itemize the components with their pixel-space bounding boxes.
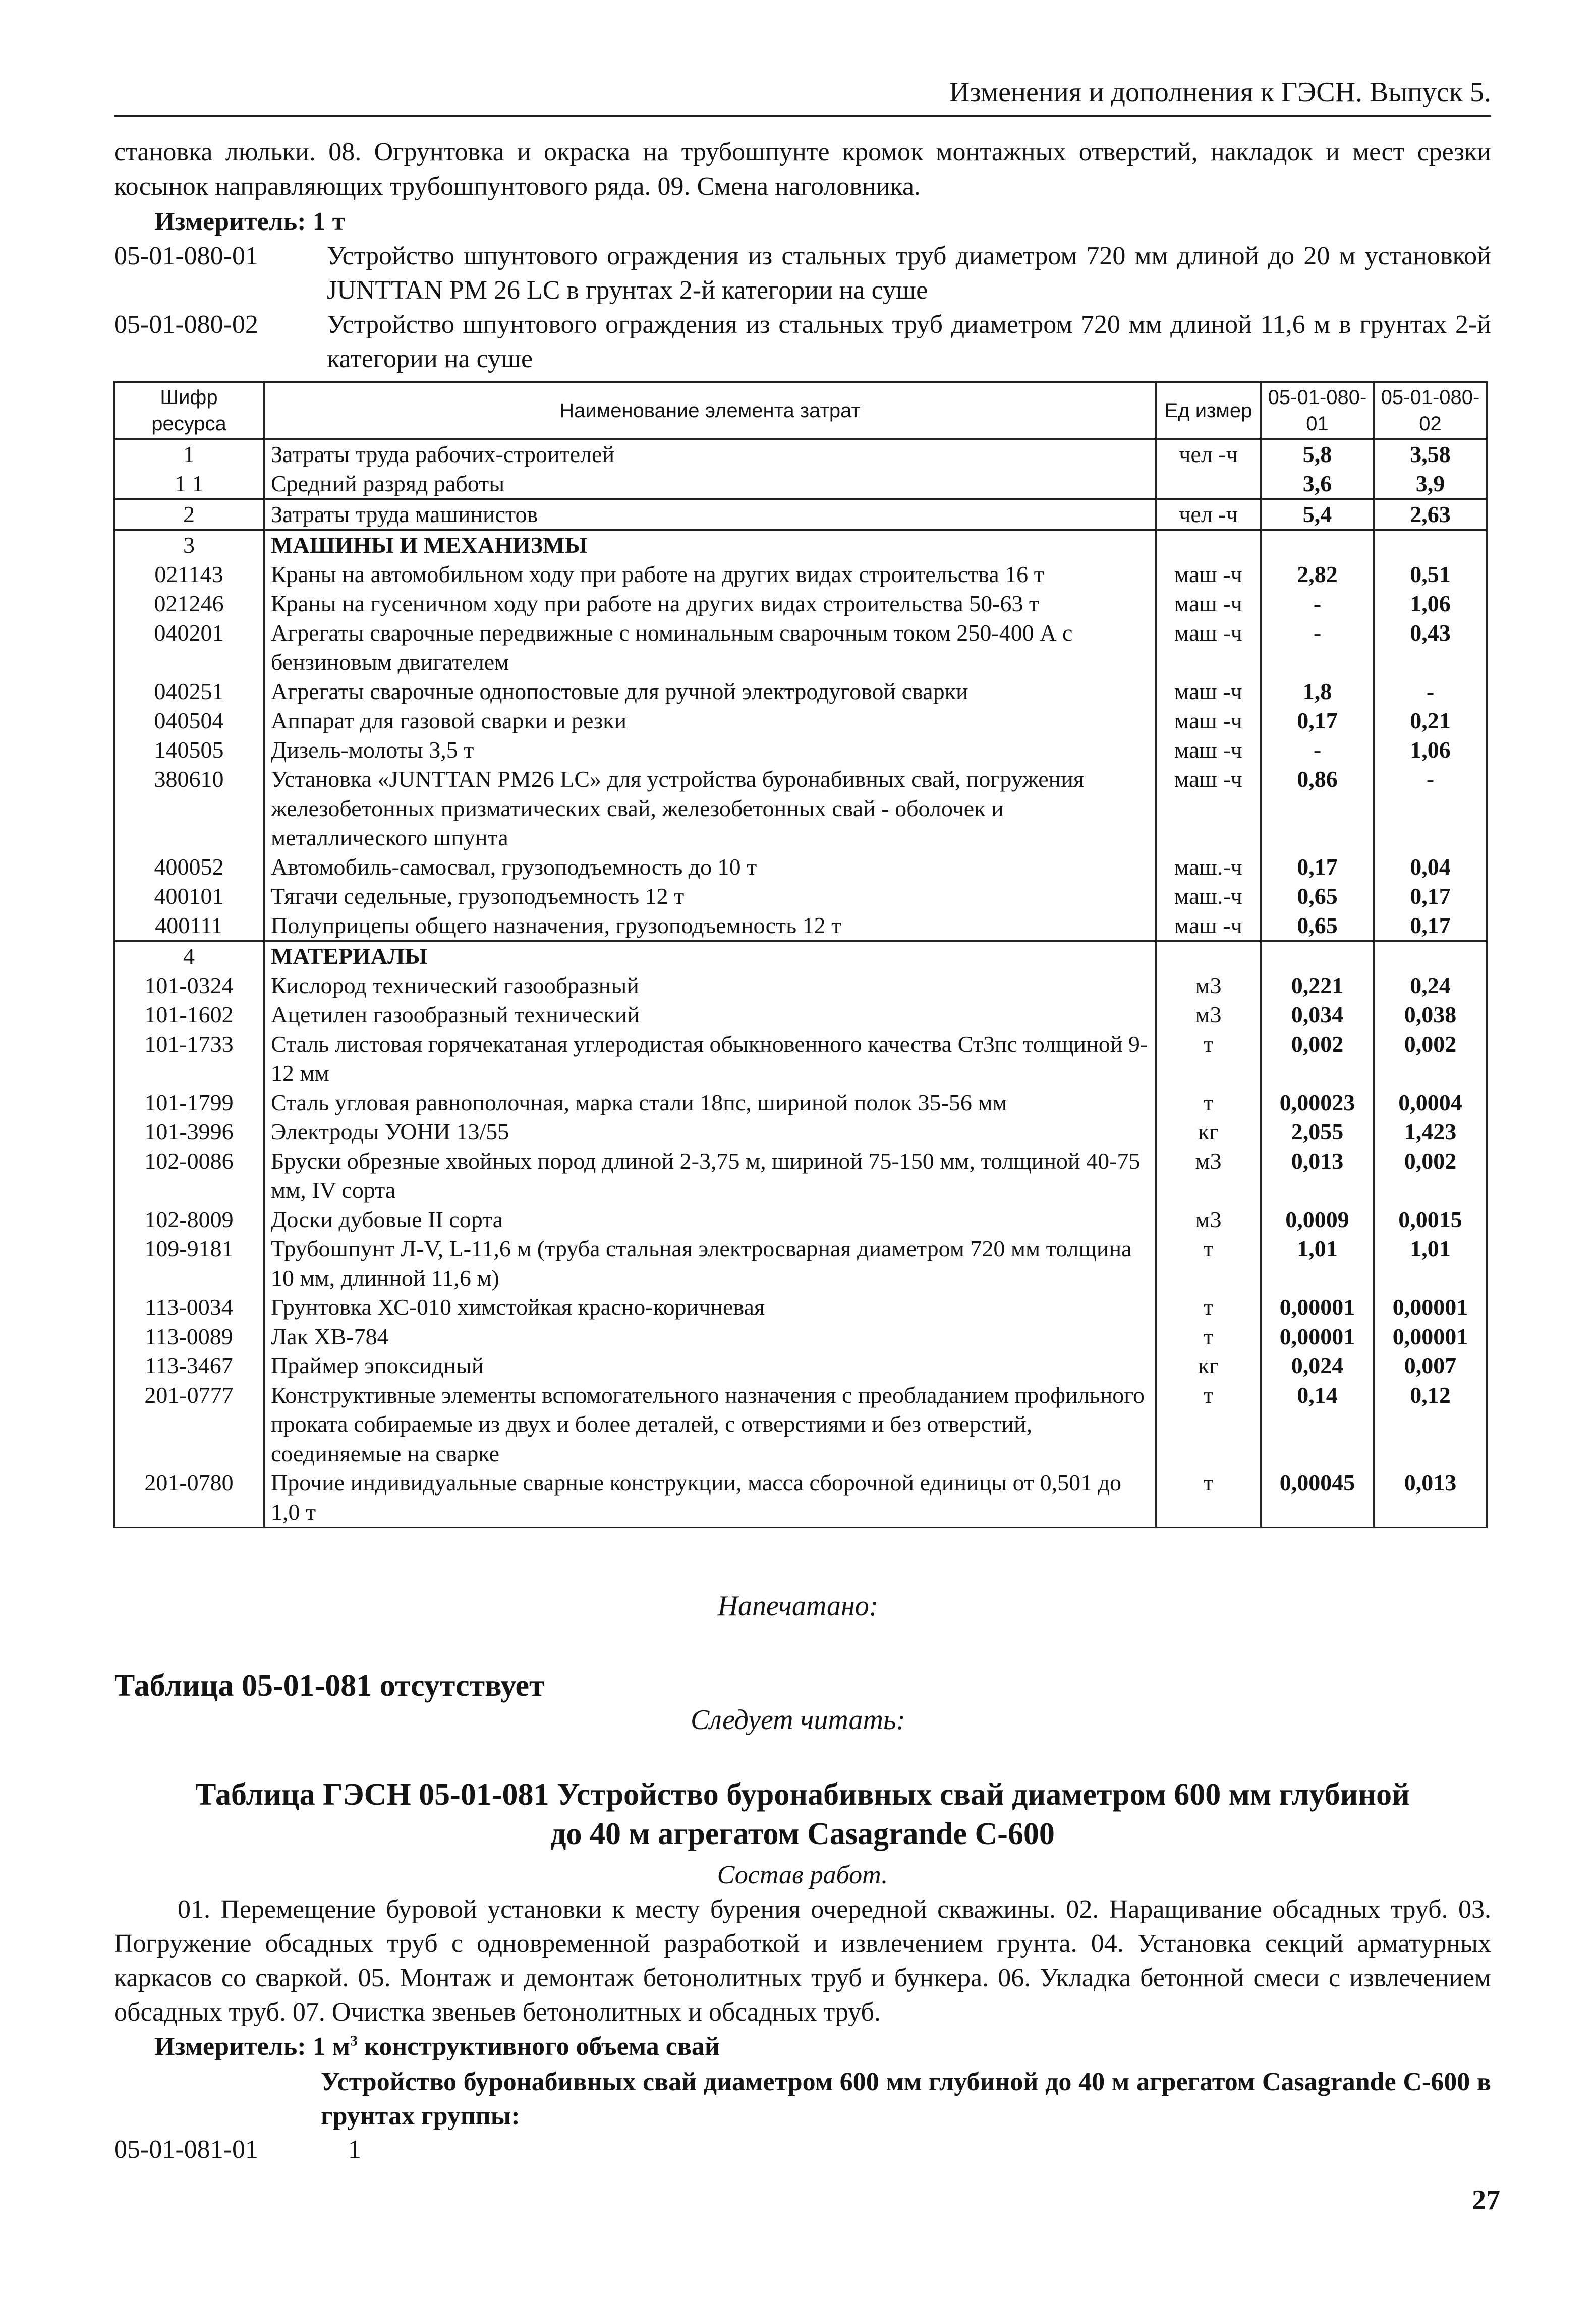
cell-value-1: - (1261, 618, 1374, 677)
cell-code: 1 1 (114, 469, 264, 499)
cell-code: 3 (114, 530, 264, 560)
table-row (114, 1234, 1487, 1293)
cell-unit: т (1156, 1088, 1261, 1117)
new-item-text: 1 (348, 2135, 361, 2164)
cell-unit: маш.-ч (1156, 852, 1261, 882)
cell-value-2 (1374, 941, 1487, 971)
cell-value-2: 0,00001 (1374, 1293, 1487, 1322)
header-col1: 05-01-080-01 (1261, 382, 1374, 439)
meter2-sup: 3 (350, 2032, 358, 2049)
table-row (114, 882, 1487, 911)
table-row (114, 1322, 1487, 1351)
intro-paragraph: становка люльки. 08. Огрунтовка и окраска на трубошпунте кромок монтажных отверстий, накладок и мест срезки косынок направляющих трубошпунтового ряда. 09. Смена наголовника. (114, 138, 1491, 201)
cell-unit: т (1156, 1468, 1261, 1528)
cell-name: МАШИНЫ И МЕХАНИЗМЫ (264, 530, 1156, 560)
table-row (114, 469, 1487, 499)
cell-value-1: 0,034 (1261, 1000, 1374, 1029)
table-row (114, 911, 1487, 941)
table-row (114, 1088, 1487, 1117)
cell-unit: маш -ч (1156, 706, 1261, 735)
cell-unit: маш.-ч (1156, 882, 1261, 911)
header-unit: Ед измер (1156, 382, 1261, 439)
cell-value-2 (1374, 530, 1487, 560)
header-rule (114, 115, 1491, 117)
cell-value-1: 0,00023 (1261, 1088, 1374, 1117)
table-row (114, 560, 1487, 589)
cell-value-1: 0,65 (1261, 882, 1374, 911)
missing-table-note: Таблица 05-01-081 отсутствует (114, 1669, 545, 1703)
table-row (114, 706, 1487, 735)
cell-code: 113-3467 (114, 1351, 264, 1381)
cell-value-1: 0,013 (1261, 1146, 1374, 1205)
table-row (114, 589, 1487, 618)
cell-value-2: 0,0004 (1374, 1088, 1487, 1117)
cell-unit: кг (1156, 1351, 1261, 1381)
table-row (114, 765, 1487, 852)
cell-unit: м3 (1156, 1000, 1261, 1029)
cell-name: Сталь листовая горячекатаная углеродистая обыкновенного качества Ст3пс толщиной 9-12 мм (264, 1029, 1156, 1088)
cell-value-1 (1261, 530, 1374, 560)
table-row (114, 1351, 1487, 1381)
cell-code: 101-1799 (114, 1088, 264, 1117)
cell-code: 101-0324 (114, 971, 264, 1000)
cell-value-1: 0,00001 (1261, 1293, 1374, 1322)
cell-unit: маш -ч (1156, 911, 1261, 941)
cell-name: Ацетилен газообразный технический (264, 1000, 1156, 1029)
cell-unit: маш -ч (1156, 618, 1261, 677)
table-row (114, 1468, 1487, 1528)
cell-value-2: 0,21 (1374, 706, 1487, 735)
cell-code: 400052 (114, 852, 264, 882)
table-row (114, 971, 1487, 1000)
header-col2: 05-01-080-02 (1374, 382, 1487, 439)
meter2-label: Измеритель: (154, 2032, 306, 2061)
cell-name: Грунтовка ХС-010 химстойкая красно-коричневая (264, 1293, 1156, 1322)
cell-value-1: 0,17 (1261, 706, 1374, 735)
item-code-2: 05-01-080-02 (114, 310, 258, 339)
cell-unit (1156, 469, 1261, 499)
meter2-line (154, 2030, 720, 2064)
cell-unit: м3 (1156, 1205, 1261, 1234)
cell-unit: маш -ч (1156, 589, 1261, 618)
cell-unit: т (1156, 1381, 1261, 1468)
cell-value-2: 0,04 (1374, 852, 1487, 882)
cell-code: 109-9181 (114, 1234, 264, 1293)
cell-value-1: 0,17 (1261, 852, 1374, 882)
meter-line (154, 205, 345, 239)
table-row (114, 1205, 1487, 1234)
cell-value-2: 0,013 (1374, 1468, 1487, 1528)
cell-code: 021143 (114, 560, 264, 589)
cell-code: 113-0089 (114, 1322, 264, 1351)
cell-name: Автомобиль-самосвал, грузоподъемность до 10 т (264, 852, 1156, 882)
cell-value-2: 1,06 (1374, 589, 1487, 618)
cell-value-1: 2,82 (1261, 560, 1374, 589)
cell-value-1: 0,0009 (1261, 1205, 1374, 1234)
cell-value-2: 0,24 (1374, 971, 1487, 1000)
should-read-label: Следует читать: (690, 1704, 906, 1736)
cell-value-2: 1,06 (1374, 735, 1487, 765)
cell-code: 400111 (114, 911, 264, 941)
cell-name: Трубошпунт Л-V, L-11,6 м (труба стальная электросварная диаметром 720 мм толщина 10 мм, длинной 11,6 м) (264, 1234, 1156, 1293)
cell-name: МАТЕРИАЛЫ (264, 941, 1156, 971)
cell-code: 380610 (114, 765, 264, 852)
cell-unit: т (1156, 1029, 1261, 1088)
table-row (114, 1381, 1487, 1468)
cell-value-1: - (1261, 589, 1374, 618)
table-row (114, 530, 1487, 560)
running-header: Изменения и дополнения к ГЭСН. Выпуск 5. (949, 77, 1491, 108)
table-row (114, 735, 1487, 765)
table-row (114, 1146, 1487, 1205)
new-table-title-line-1: Таблица ГЭСН 05-01-081 Устройство буронабивных свай диаметром 600 мм глубиной (195, 1777, 1410, 1812)
cell-name: Лак ХВ-784 (264, 1322, 1156, 1351)
table-row (114, 439, 1487, 470)
cell-value-2: 1,423 (1374, 1117, 1487, 1146)
cell-code: 021246 (114, 589, 264, 618)
table-header-row (114, 382, 1487, 439)
cell-name: Тягачи седельные, грузоподъемность 12 т (264, 882, 1156, 911)
cell-value-1: 0,024 (1261, 1351, 1374, 1381)
table-body (114, 439, 1487, 1528)
work-composition-label: Состав работ. (717, 1861, 888, 1889)
cell-name: Полуприцепы общего назначения, грузоподъемность 12 т (264, 911, 1156, 941)
cell-code: 400101 (114, 882, 264, 911)
cell-name: Дизель-молоты 3,5 т (264, 735, 1156, 765)
cell-value-1: 1,01 (1261, 1234, 1374, 1293)
cell-value-2: 0,43 (1374, 618, 1487, 677)
cell-code: 102-0086 (114, 1146, 264, 1205)
cell-unit: м3 (1156, 1146, 1261, 1205)
cell-value-1: 0,65 (1261, 911, 1374, 941)
cell-name: Краны на автомобильном ходу при работе на других видах строительства 16 т (264, 560, 1156, 589)
cell-name: Затраты труда машинистов (264, 499, 1156, 530)
header-code: Шифр ресурса (114, 382, 264, 439)
cell-value-2: 0,038 (1374, 1000, 1487, 1029)
meter-value: 1 т (312, 207, 346, 236)
cell-name: Бруски обрезные хвойных пород длиной 2-3,75 м, шириной 75-150 мм, толщиной 40-75 мм, IV сорта (264, 1146, 1156, 1205)
cell-unit: чел -ч (1156, 439, 1261, 470)
cell-name: Прочие индивидуальные сварные конструкции, масса сборочной единицы от 0,501 до 1,0 т (264, 1468, 1156, 1528)
cell-name: Агрегаты сварочные однопостовые для ручной электродуговой сварки (264, 677, 1156, 706)
cell-value-1: - (1261, 735, 1374, 765)
cell-value-2: - (1374, 677, 1487, 706)
new-item-code: 05-01-081-01 (114, 2135, 258, 2164)
table-row (114, 1000, 1487, 1029)
cell-unit (1156, 941, 1261, 971)
cell-name: Доски дубовые II сорта (264, 1205, 1156, 1234)
cell-code: 113-0034 (114, 1293, 264, 1322)
cell-code: 101-1602 (114, 1000, 264, 1029)
cell-code: 2 (114, 499, 264, 530)
cell-value-2: 0,51 (1374, 560, 1487, 589)
cell-value-1: 0,86 (1261, 765, 1374, 852)
cell-value-1: 1,8 (1261, 677, 1374, 706)
cell-unit: т (1156, 1293, 1261, 1322)
cell-name: Праймер эпоксидный (264, 1351, 1156, 1381)
cell-value-1: 0,00001 (1261, 1322, 1374, 1351)
new-table-title-line-2: до 40 м агрегатом Casagrande С-600 (550, 1817, 1055, 1851)
cell-value-2: 0,007 (1374, 1351, 1487, 1381)
cell-value-1: 2,055 (1261, 1117, 1374, 1146)
cell-value-2: 0,0015 (1374, 1205, 1487, 1234)
cell-name: Агрегаты сварочные передвижные с номинальным сварочным током 250-400 А с бензиновым двигателем (264, 618, 1156, 677)
cell-value-2: 0,002 (1374, 1146, 1487, 1205)
cell-unit: маш -ч (1156, 560, 1261, 589)
meter2-rest: конструктивного объема свай (358, 2032, 720, 2061)
item-code-1: 05-01-080-01 (114, 242, 258, 270)
cell-code: 201-0777 (114, 1381, 264, 1468)
cell-code: 102-8009 (114, 1205, 264, 1234)
cell-name: Краны на гусеничном ходу при работе на других видах строительства 50-63 т (264, 589, 1156, 618)
cell-code: 040201 (114, 618, 264, 677)
header-name: Наименование элемента затрат (264, 382, 1156, 439)
item-text-1: Устройство шпунтового ограждения из стальных труб диаметром 720 мм длиной до 20 м установкой JUNTTAN PM 26 LC в грунтах 2-й категории на суше (327, 242, 1491, 305)
cell-value-2: 3,58 (1374, 439, 1487, 470)
cell-code: 101-3996 (114, 1117, 264, 1146)
cell-value-2: - (1374, 765, 1487, 852)
work-composition-text: 01. Перемещение буровой установки к месту бурения очередной скважины. 02. Наращивание обсадных труб. 03. Погружение обсадных труб с одновременной разработкой и извлечением грунта. 04. Установка секций арматурных каркасов со сваркой. 05. Монтаж и демонтаж бетонолитных труб и бункера. 06. Укладка бетонной смеси с извлечением обсадных труб. 07. Очистка звеньев бетонолитных и обсадных труб. (114, 1895, 1491, 2027)
cell-code: 140505 (114, 735, 264, 765)
printed-label: Напечатано: (717, 1590, 879, 1622)
cell-code: 201-0780 (114, 1468, 264, 1528)
cell-code: 040251 (114, 677, 264, 706)
cell-value-1: 0,221 (1261, 971, 1374, 1000)
cell-name: Аппарат для газовой сварки и резки (264, 706, 1156, 735)
cell-value-1: 5,4 (1261, 499, 1374, 530)
cell-name: Средний разряд работы (264, 469, 1156, 499)
cell-unit: т (1156, 1234, 1261, 1293)
cell-unit: чел -ч (1156, 499, 1261, 530)
table-row (114, 852, 1487, 882)
meter2-value: 1 м (312, 2032, 351, 2061)
table-row (114, 677, 1487, 706)
table-row (114, 499, 1487, 530)
cell-code: 4 (114, 941, 264, 971)
cell-unit: м3 (1156, 971, 1261, 1000)
cell-name: Установка «JUNTTAN PM26 LC» для устройства буронабивных свай, погружения железобетонных призматических свай, железобетонных свай - оболочек и металлического шпунта (264, 765, 1156, 852)
cell-value-1: 0,00045 (1261, 1468, 1374, 1528)
cell-value-2: 0,17 (1374, 882, 1487, 911)
page-number: 27 (1472, 2185, 1500, 2216)
cell-name: Сталь угловая равнополочная, марка стали 18пс, шириной полок 35-56 мм (264, 1088, 1156, 1117)
cell-name: Конструктивные элементы вспомогательного назначения с преобладанием профильного проката собираемые из двух и более деталей, с отверстиями и без отверстий, соединяемые на сварке (264, 1381, 1156, 1468)
cell-name: Кислород технический газообразный (264, 971, 1156, 1000)
resource-table (113, 381, 1488, 1528)
cell-value-1: 0,002 (1261, 1029, 1374, 1088)
cell-value-1: 3,6 (1261, 469, 1374, 499)
cell-value-1: 5,8 (1261, 439, 1374, 470)
cell-value-1: 0,14 (1261, 1381, 1374, 1468)
table-row (114, 941, 1487, 971)
cell-code: 1 (114, 439, 264, 470)
new-item-description: Устройство буронабивных свай диаметром 600 мм глубиной до 40 м агрегатом Casagrande С-600 в грунтах группы: (321, 2067, 1491, 2131)
table-row (114, 1029, 1487, 1088)
item-text-2: Устройство шпунтового ограждения из стальных труб диаметром 720 мм длиной 11,6 м в грунтах 2-й категории на суше (327, 310, 1491, 373)
cell-value-1 (1261, 941, 1374, 971)
cell-value-2: 0,002 (1374, 1029, 1487, 1088)
cell-name: Затраты труда рабочих-строителей (264, 439, 1156, 470)
cell-unit: маш -ч (1156, 735, 1261, 765)
cell-unit: т (1156, 1322, 1261, 1351)
cell-code: 040504 (114, 706, 264, 735)
table-row (114, 1117, 1487, 1146)
cell-name: Электроды УОНИ 13/55 (264, 1117, 1156, 1146)
cell-unit (1156, 530, 1261, 560)
cell-value-2: 0,17 (1374, 911, 1487, 941)
cell-value-2: 3,9 (1374, 469, 1487, 499)
cell-value-2: 1,01 (1374, 1234, 1487, 1293)
cell-value-2: 0,12 (1374, 1381, 1487, 1468)
cell-unit: маш -ч (1156, 765, 1261, 852)
cell-code: 101-1733 (114, 1029, 264, 1088)
table-row (114, 618, 1487, 677)
cell-value-2: 0,00001 (1374, 1322, 1487, 1351)
cell-value-2: 2,63 (1374, 499, 1487, 530)
table-row (114, 1293, 1487, 1322)
cell-unit: маш -ч (1156, 677, 1261, 706)
meter-label: Измеритель: (154, 207, 306, 236)
cell-unit: кг (1156, 1117, 1261, 1146)
